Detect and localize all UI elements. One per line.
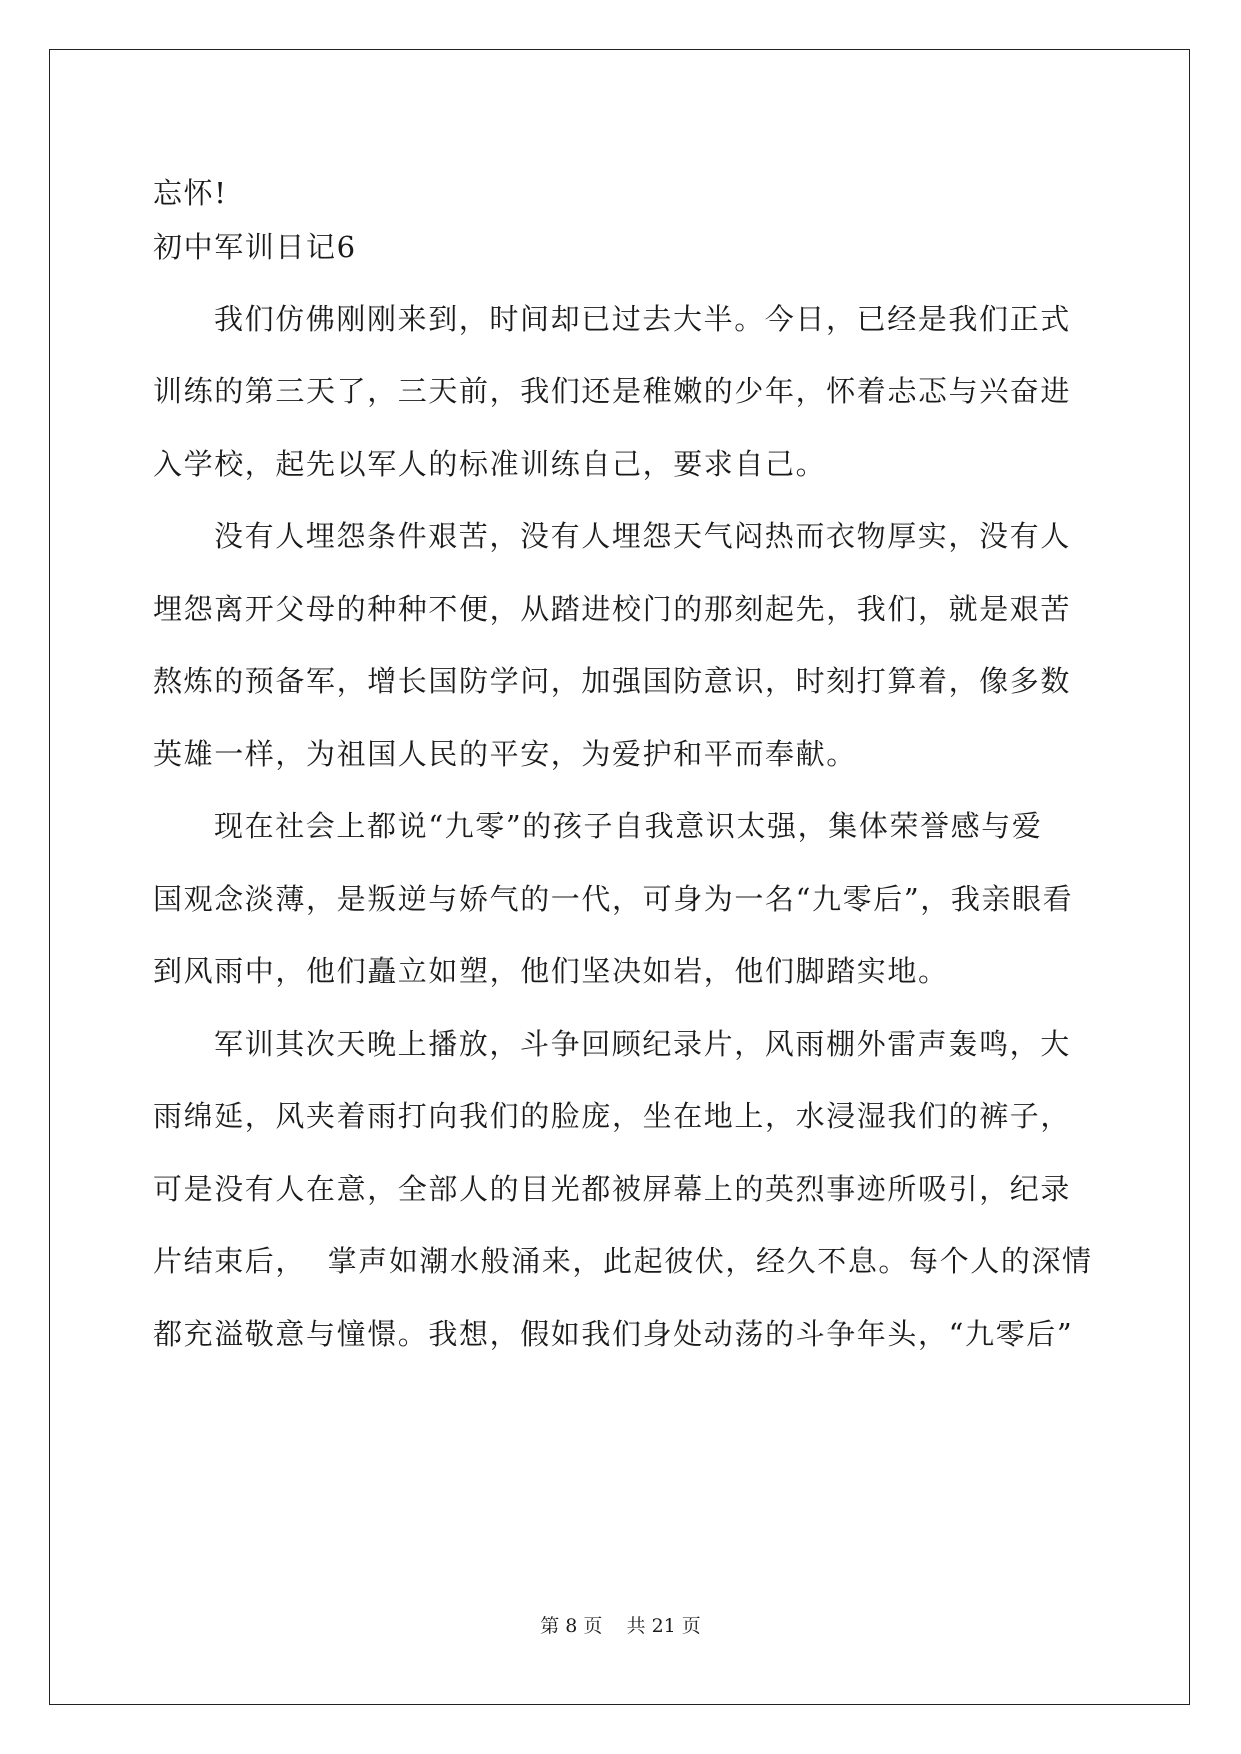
- page-number-footer: 第 8 页 共 21 页: [540, 1615, 701, 1637]
- text-line: 英雄一样，为祖国人民的平安，为爱护和平而奉献。: [153, 737, 857, 771]
- text-line: 军训其次天晚上播放，斗争回顾纪录片，风雨棚外雷声轰鸣，大: [214, 1027, 1071, 1061]
- text-line: 忘怀!: [153, 176, 228, 210]
- text-line: 熬炼的预备军，增长国防学问，加强国防意识，时刻打算着，像多数: [153, 664, 1072, 698]
- text-line: 埋怨离开父母的种种不便，从踏进校门的那刻起先，我们，就是艰苦: [153, 592, 1072, 626]
- text-line: 入学校，起先以军人的标准训练自己，要求自己。: [153, 447, 827, 481]
- text-line: 到风雨中，他们矗立如塑，他们坚决如岩，他们脚踏实地。: [153, 954, 949, 988]
- text-line: 我们仿佛刚刚来到，时间却已过去大半。今日，已经是我们正式: [214, 302, 1071, 336]
- text-line: 没有人埋怨条件艰苦，没有人埋怨天气闷热而衣物厚实，没有人: [214, 519, 1071, 553]
- text-line: 国观念淡薄，是叛逆与娇气的一代，可身为一名“九零后”，我亲眼看: [153, 882, 1074, 916]
- page-border: [49, 49, 1190, 1705]
- text-line: 雨绵延，风夹着雨打向我们的脸庞，坐在地上，水浸湿我们的裤子，: [153, 1099, 1072, 1133]
- section-heading: 初中军训日记6: [153, 230, 357, 264]
- text-line: 可是没有人在意，全部人的目光都被屏幕上的英烈事迹所吸引，纪录: [153, 1172, 1072, 1206]
- text-line: 训练的第三天了，三天前，我们还是稚嫩的少年，怀着忐忑与兴奋进: [153, 374, 1072, 408]
- text-line: 现在社会上都说“九零”的孩子自我意识太强，集体荣誉感与爱: [214, 809, 1043, 843]
- text-line: 都充溢敬意与憧憬。我想，假如我们身处动荡的斗争年头，“九零后”: [153, 1317, 1074, 1351]
- text-line: 片结束后， 掌声如潮水般涌来，此起彼伏，经久不息。每个人的深情: [153, 1244, 1093, 1278]
